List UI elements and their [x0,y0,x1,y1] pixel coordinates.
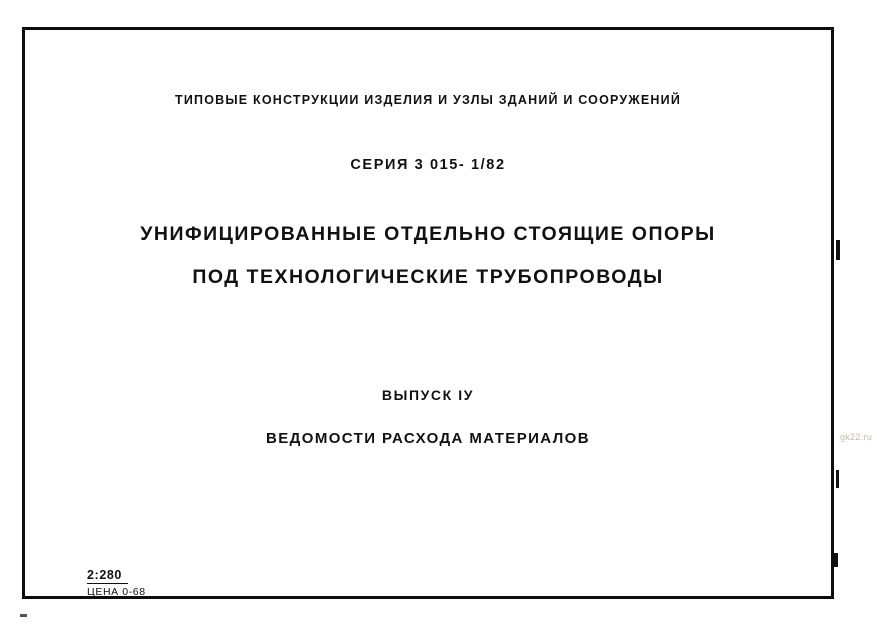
document-price: ЦЕНА 0-68 [87,586,146,598]
document-heading: ТИПОВЫЕ КОНСТРУКЦИИ ИЗДЕЛИЯ И УЗЛЫ ЗДАНИЙ И СООРУЖЕНИЙ [174,93,682,107]
scan-artifact-top [836,240,840,260]
watermark-text: gk22.ru [840,432,873,442]
issue-number: ВЫПУСК IУ [381,387,475,403]
page-border-frame [22,27,834,599]
scan-artifact-bottom [834,553,838,567]
document-subtitle: ВЕДОМОСТИ РАСХОДА МАТЕРИАЛОВ [266,430,590,447]
price-code-block [87,566,146,598]
series-number: СЕРИЯ 3 015- 1/82 [350,157,506,173]
document-title-line-2: ПОД ТЕХНОЛОГИЧЕСКИЕ ТРУБОПРОВОДЫ [192,266,664,288]
scan-artifact-corner [20,614,27,617]
scan-artifact-middle [836,470,839,488]
document-title-line-1: УНИФИЦИРОВАННЫЕ ОТДЕЛЬНО СТОЯЩИЕ ОПОРЫ [140,223,716,245]
document-code: 2:280 [87,568,128,584]
